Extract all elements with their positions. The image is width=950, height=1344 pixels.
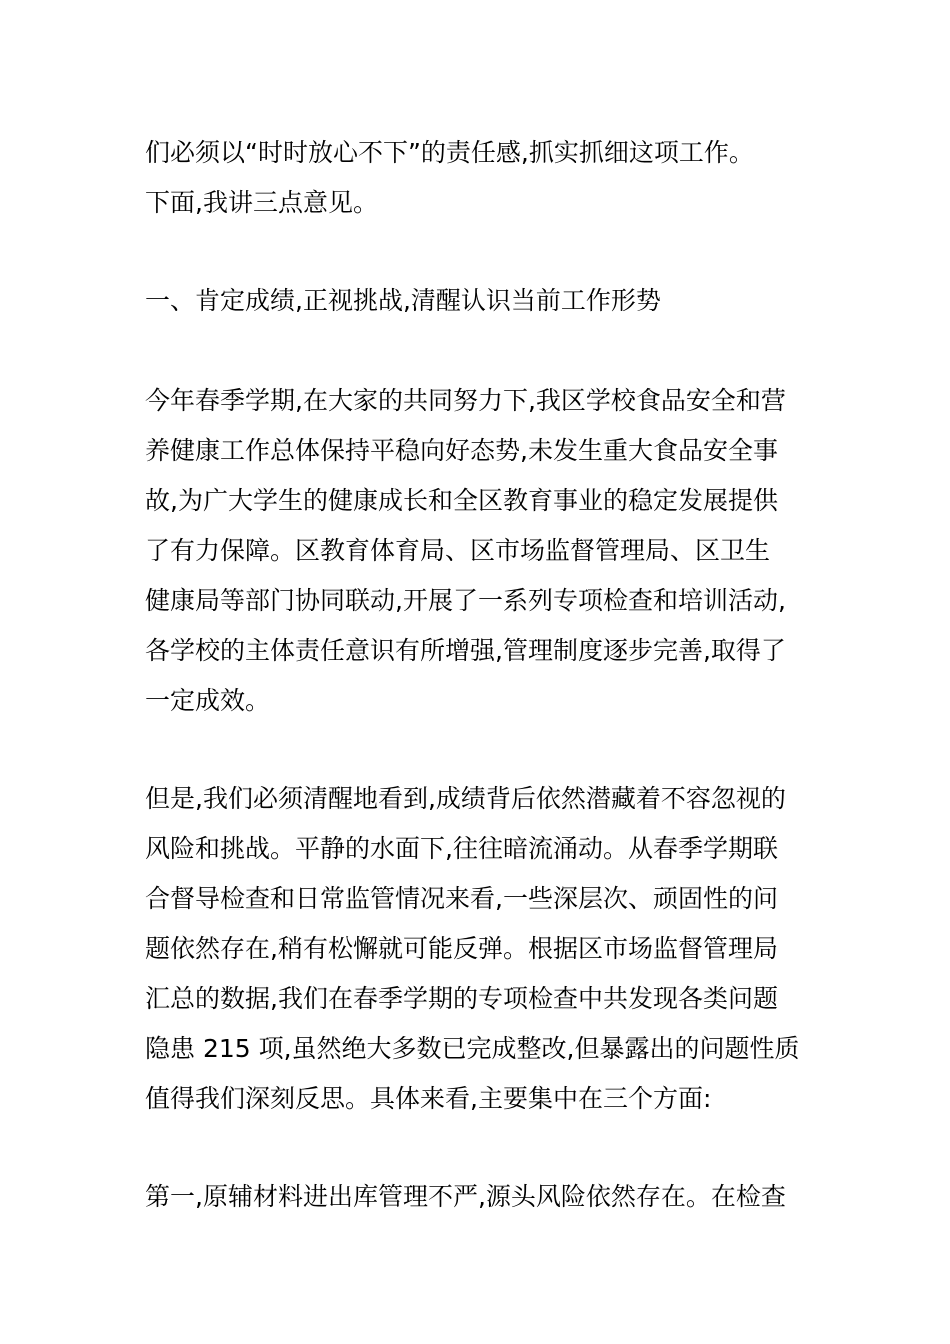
intro-paragraph [145,128,810,228]
paragraph-first-point [145,1172,810,1222]
paragraph-line: 故,为广大学生的健康成长和全区教育事业的稳定发展提供 [145,486,778,515]
paragraph-line: 但是,我们必须清醒地看到,成绩背后依然潜藏着不容忽视的 [145,784,786,813]
paragraph-line: 们必须以“时时放心不下”的责任感,抓实抓细这项工作。 [145,138,754,167]
section-heading [145,276,810,326]
paragraph-line: 风险和挑战。平静的水面下,往往暗流涌动。从春季学期联 [145,834,778,863]
paragraph-line: 第一,原辅材料进出库管理不严,源头风险依然存在。在检查 [145,1182,786,1211]
paragraph-line: 养健康工作总体保持平稳向好态势,未发生重大食品安全事 [145,436,778,465]
paragraph-line: 下面,我讲三点意见。 [145,188,378,217]
paragraph-line: 今年春季学期,在大家的共同努力下,我区学校食品安全和营 [145,386,786,415]
heading-line: 一、肯定成绩,正视挑战,清醒认识当前工作形势 [145,286,661,315]
paragraph-line: 健康局等部门协同联动,开展了一系列专项检查和培训活动, [145,586,786,615]
paragraph-line: 合督导检查和日常监管情况来看,一些深层次、顽固性的问 [145,884,778,913]
paragraph-line: 一定成效。 [145,686,271,715]
paragraph-challenges [145,774,810,1124]
paragraph-line: 隐患 215 项,虽然绝大多数已完成整改,但暴露出的问题性质 [145,1034,800,1063]
paragraph-achievements [145,376,810,726]
paragraph-line: 各学校的主体责任意识有所增强,管理制度逐步完善,取得了 [145,636,786,665]
paragraph-line: 了有力保障。区教育体育局、区市场监督管理局、区卫生 [145,536,771,565]
paragraph-line: 汇总的数据,我们在春季学期的专项检查中共发现各类问题 [145,984,778,1013]
paragraph-line: 值得我们深刻反思。具体来看,主要集中在三个方面: [145,1084,712,1113]
paragraph-line: 题依然存在,稍有松懈就可能反弹。根据区市场监督管理局 [145,934,778,963]
